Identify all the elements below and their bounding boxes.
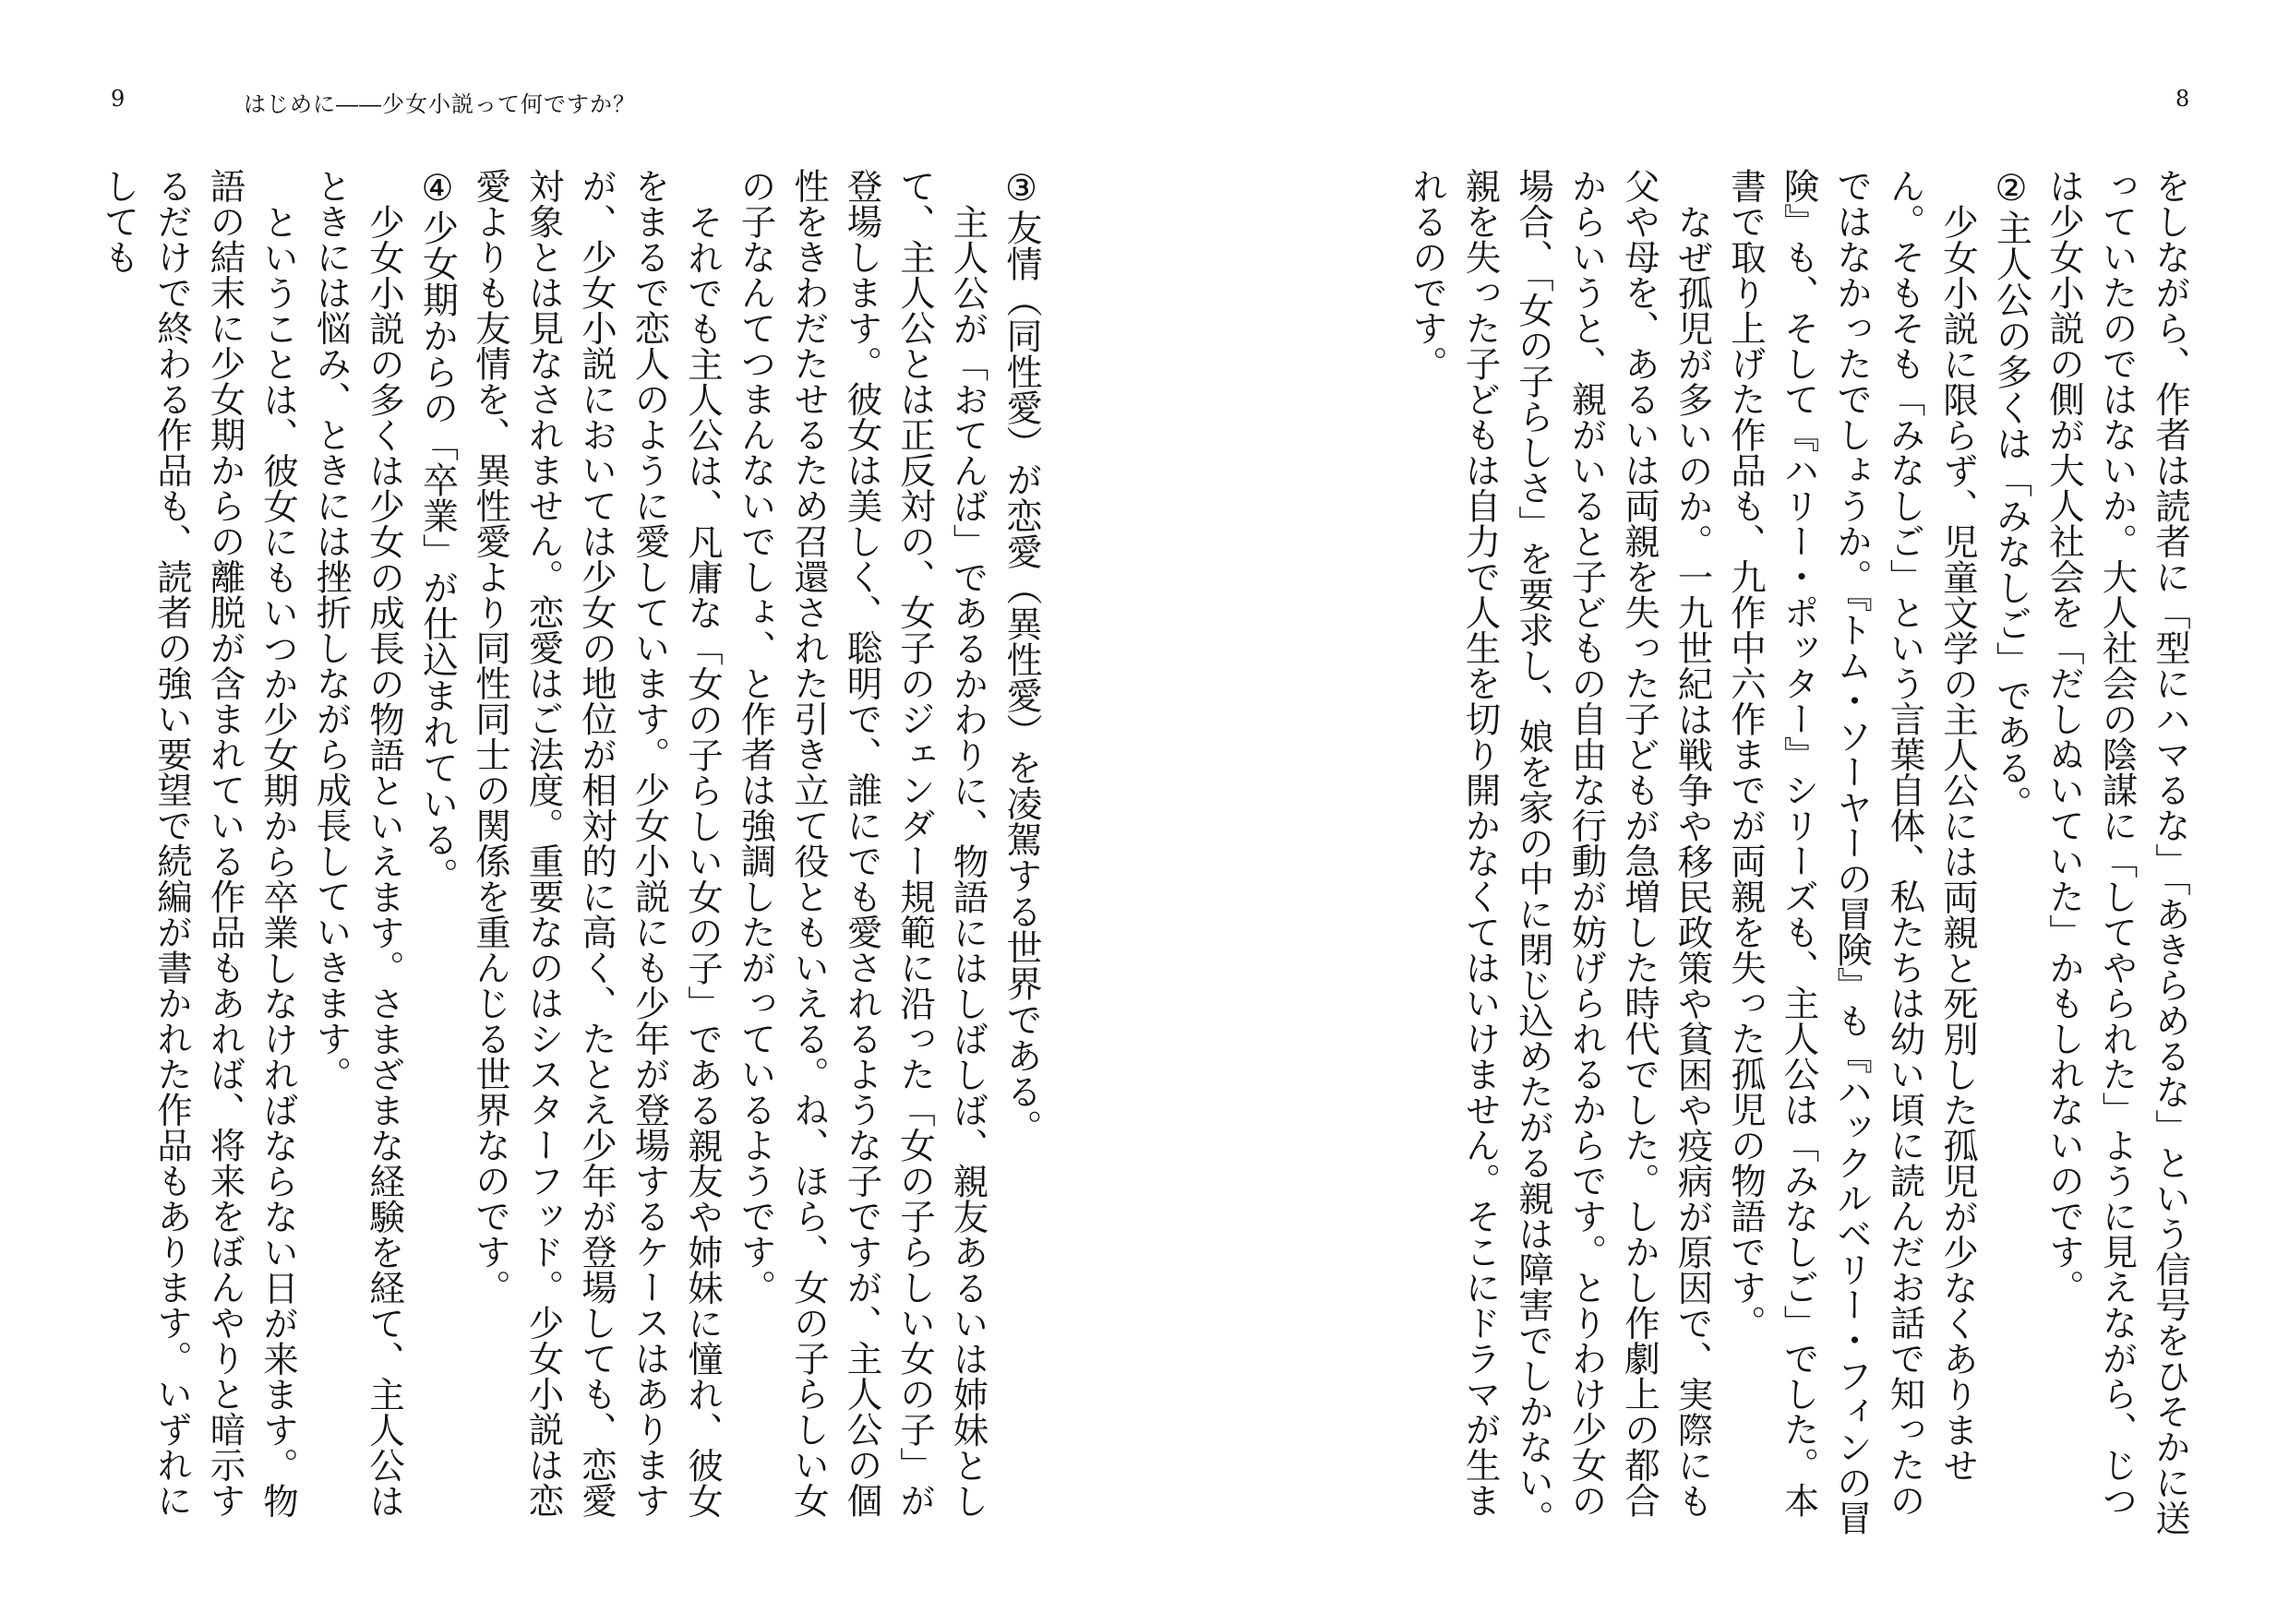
paragraph: 少女小説に限らず、児童文学の主人公には両親と死別した孤児が少なくありません。そもそも「みなしご」という言葉自体、私たちは幼い頃に読んだお話で知ったのではなかったでしょうか。『トム・ソーヤーの冒険』も『ハックルベリー・フィンの冒険』も、そして『ハリー・ポッター』シリーズも、主人公は「みなしご」でした。本書で取り上げた作品も、九作中六作までが両親を失った孤児の物語です。 <box>1725 168 1979 1536</box>
right-page-number: 8 <box>2175 86 2191 112</box>
right-page <box>1366 168 2197 1552</box>
right-page-text <box>1366 168 2197 1552</box>
left-page-number: 9 <box>111 86 126 112</box>
running-head: はじめに――少女小説って何ですか？ <box>244 91 636 117</box>
paragraph: 主人公が「おてんば」であるかわりに、物語にはしばしば、親友あるいは姉妹として、主人公とは正反対の、女子のジェンダー規範に沿った「女の子らしい女の子」が登場します。彼女は美しく、聡明で、誰にでも愛されるような子ですが、主人公の個性をきわだたせるため召還された引き立て役ともいえる。ね、ほら、女の子らしい女の子なんてつまんないでしょ、と作者は強調したがっているようです。 <box>735 168 989 1518</box>
section-heading-orphans: ②主人公の多くは「みなしご」である。 <box>1990 168 2032 821</box>
section-heading-friendship: ③友情（同性愛）が恋愛（異性愛）を凌駕する世界である。 <box>1001 168 1042 1145</box>
left-page <box>98 168 1048 1552</box>
paragraph: なぜ孤児が多いのか。一九世紀は戦争や移民政策や貧困や疫病が原因で、実際にも父や母を、あるいは両親を失った子どもが急増した時代でした。しかし作劇上の都合からいうと、親がいると子どもの自由な行動が妨げられるからです。とりわけ少女の場合、「女の子らしさ」を要求し、娘を家の中に閉じ込めたがる親は障害でしかない。親を失った子どもは自力で人生を切り開かなくてはいけません。そこにドラマが生まれるのです。 <box>1407 168 1714 1536</box>
section-heading-graduation: ④少女期からの「卒業」が仕込まれている。 <box>416 168 459 893</box>
paragraph: それでも主人公は、凡庸な「女の子らしい女の子」である親友や姉妹に憧れ、彼女をまるで恋人のように愛しています。少女小説にも少年が登場するケースはありますが、少女小説においては少女の地位が相対的に高く、たとえ少年が登場しても、恋愛対象とは見なされません。恋愛はご法度。重要なのはシスターフッド。少女小説は恋愛よりも友情を、異性愛より同性同士の関係を重んじる世界なのです。 <box>470 168 724 1518</box>
paragraph: ということは、彼女にもいつか少女期から卒業しなければならない日が来ます。物語の結末に少女期からの離脱が含まれている作品もあれば、将来をぼんやりと暗示するだけで終わる作品も、読者の強い要望で続編が書かれた作品もあります。いずれにしても <box>98 168 299 1518</box>
left-page-text <box>98 168 1048 1552</box>
paragraph-continued: をしながら、作者は読者に「型にハマるな」「あきらめるな」という信号をひそかに送っていたのではないか。大人社会の陰謀に「してやられた」ように見えながら、じつは少女小説の側が大人社会を「だしぬいていた」かもしれないのです。 <box>2043 168 2191 1536</box>
paragraph: 少女小説の多くは少女の成長の物語といえます。さまざまな経験を経て、主人公はときには悩み、ときには挫折しながら成長していきます。 <box>310 168 405 1518</box>
